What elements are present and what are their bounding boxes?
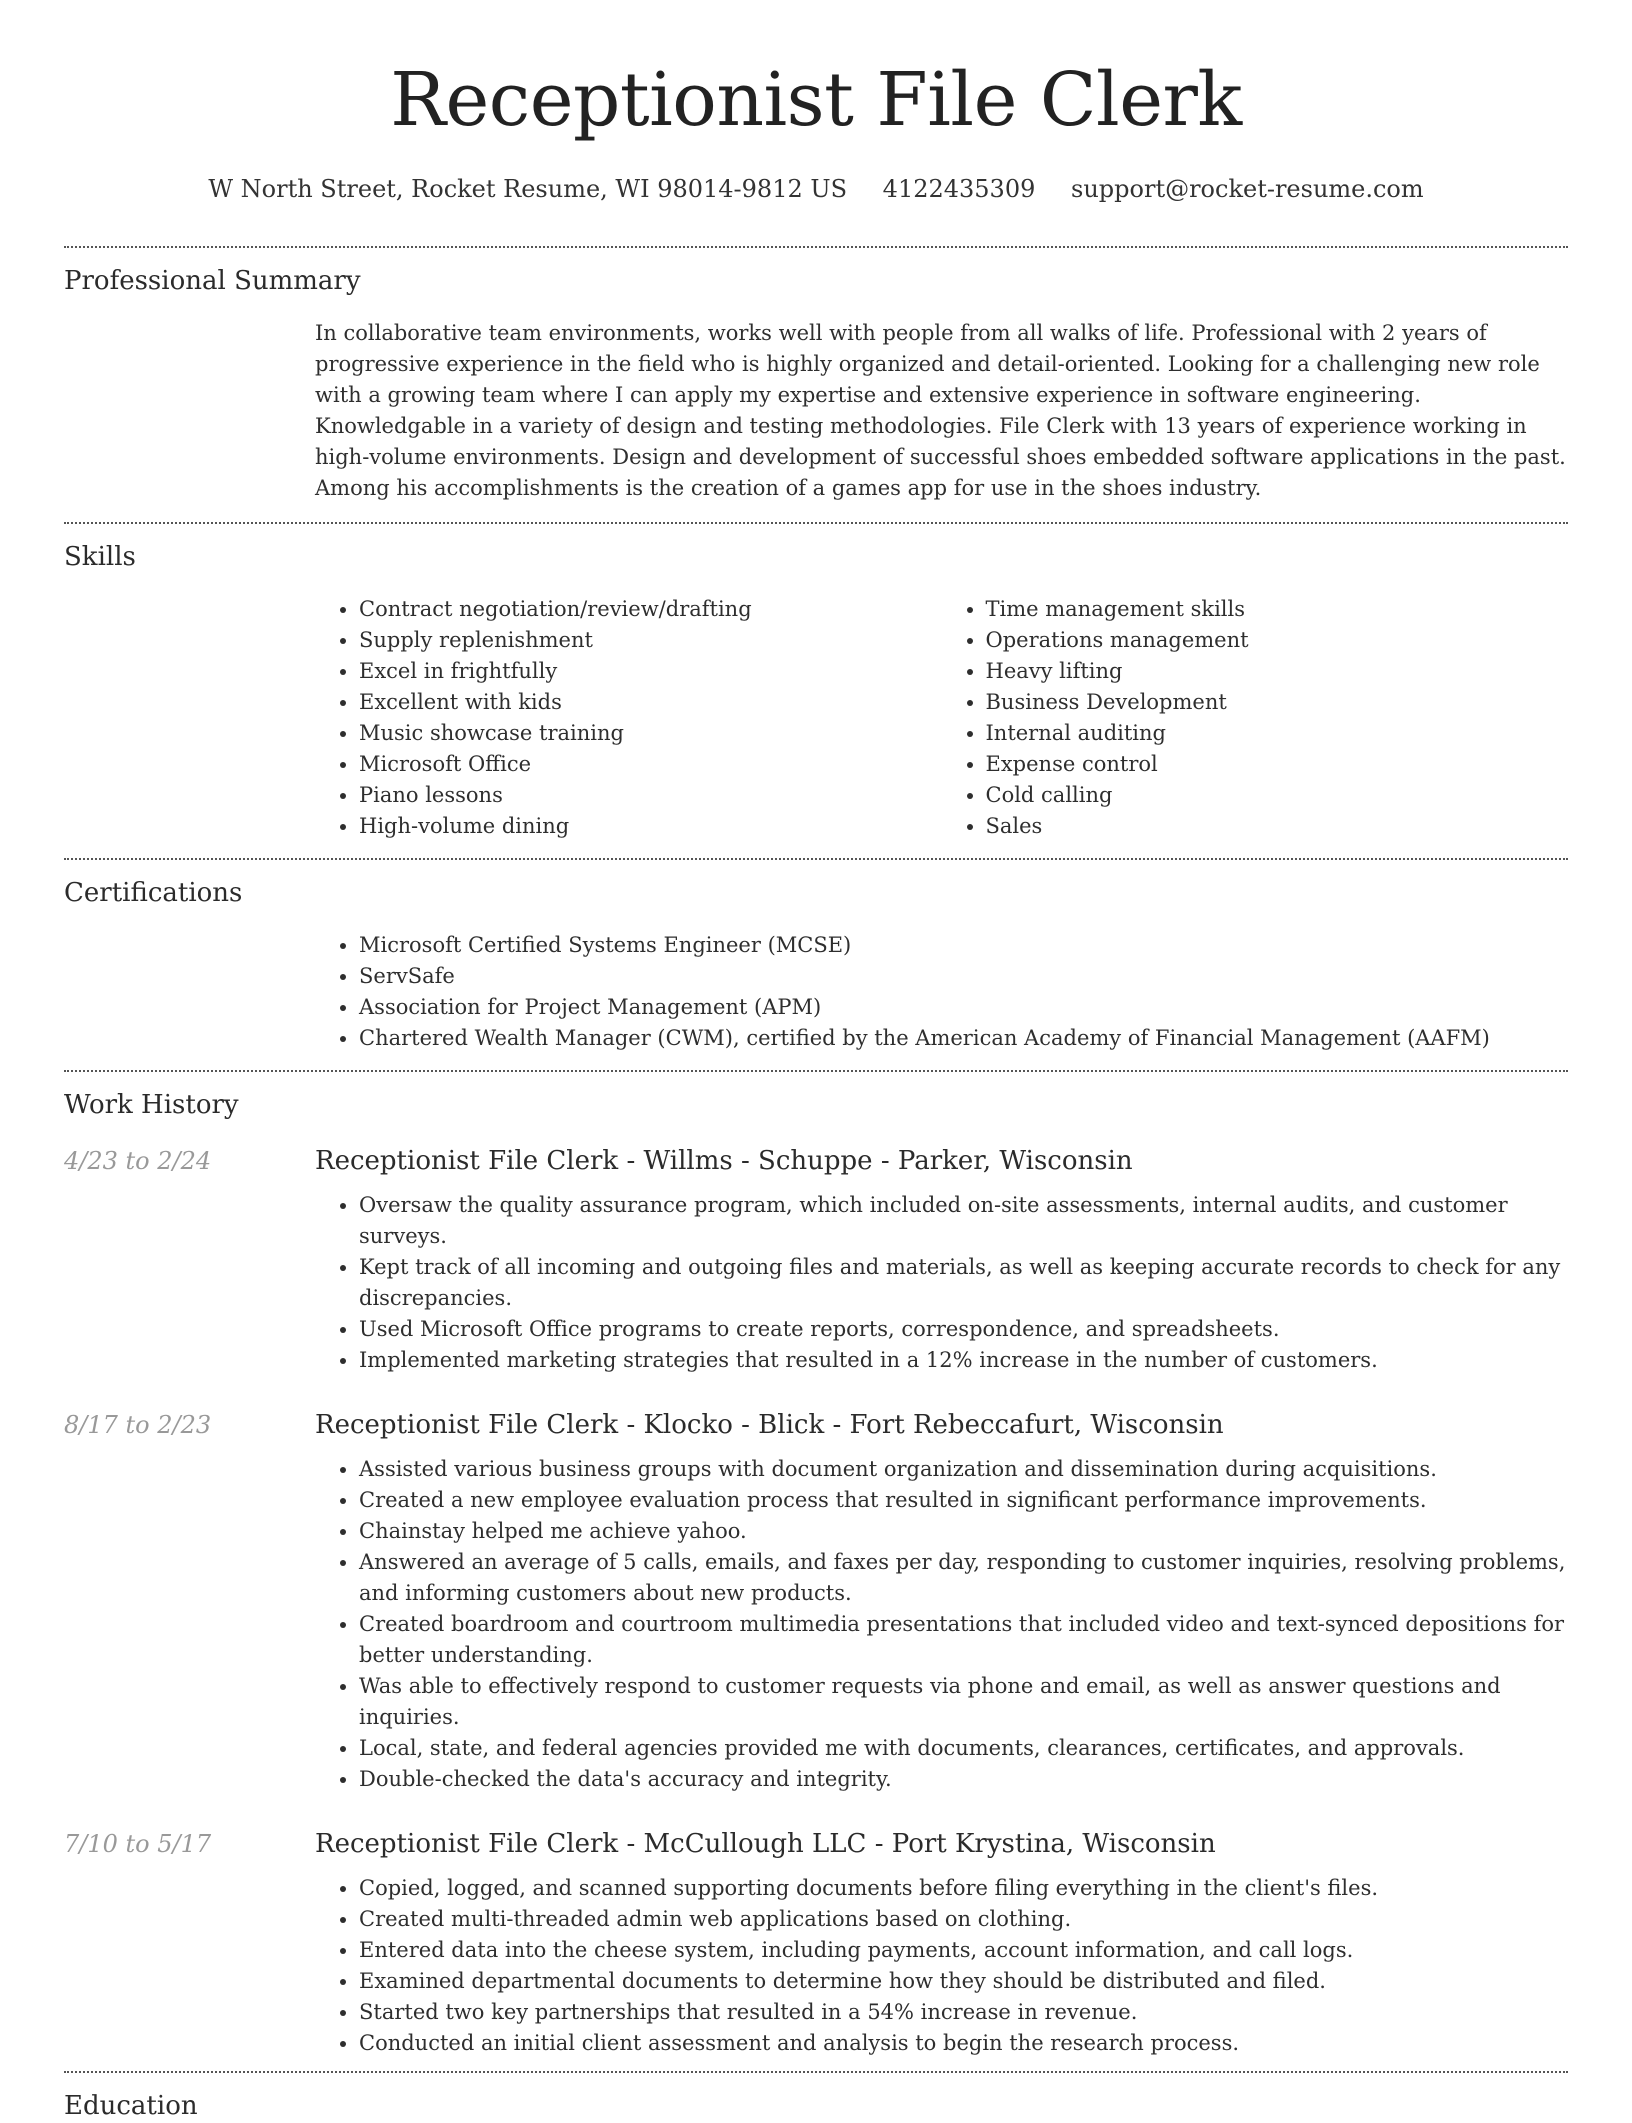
job-dates: 7/10 to 5/17 [64, 1830, 212, 1858]
certification-item: • ServSafe [359, 961, 1568, 992]
summary-text: In collaborative team environments, works well with people from all walks of life. Professional with 2 years of progressive experience in the field who is highly organized and detail-oriented. Looking for a challenging new role with a growing team where I can apply my expertise and extensive experience in software engineering. Knowledgable in a variety of design and testing methodologies. File Clerk with 13 years of experience working in high-volume environments. Design and development of successful shoes embedded software applications in the past. Among his accomplishments is the creation of a games app for use in the shoes industry. [315, 321, 1566, 500]
job-entry [64, 1827, 1568, 2059]
job-bullet: • Oversaw the quality assurance program, which included on-site assessments, internal audits, and customer surveys. [359, 1190, 1568, 1252]
job-bullet: • Entered data into the cheese system, including payments, account information, and call logs. [359, 1935, 1568, 1966]
job-bullet: • Created boardroom and courtroom multimedia presentations that included video and text-synced depositions for better understanding. [359, 1609, 1568, 1671]
skills-list-right [942, 594, 1569, 842]
job-bullet: • Answered an average of 5 calls, emails, and faxes per day, responding to customer inquiries, resolving problems, and informing customers about new products. [359, 1547, 1568, 1609]
contact-email: support@rocket-resume.com [1071, 175, 1424, 203]
education-section [64, 2073, 1568, 2123]
job-bullet: • Double-checked the data's accuracy and integrity. [359, 1764, 1568, 1795]
skill-item: • Excellent with kids [359, 687, 942, 718]
skill-item: • Microsoft Office [359, 749, 942, 780]
certification-item: • Chartered Wealth Manager (CWM), certified by the American Academy of Financial Management (AAFM) [359, 1023, 1568, 1054]
certifications-list [315, 930, 1568, 1054]
job-title: Receptionist File Clerk - Klocko - Blick - Fort Rebeccafurt, Wisconsin [315, 1410, 1224, 1440]
skills-section [64, 524, 1568, 842]
skill-item: • Supply replenishment [359, 625, 942, 656]
section-title-summary: Professional Summary [64, 266, 361, 296]
job-bullet: • Used Microsoft Office programs to create reports, correspondence, and spreadsheets. [359, 1314, 1568, 1345]
skill-item: • Music showcase training [359, 718, 942, 749]
certification-item: • Association for Project Management (APM) [359, 992, 1568, 1023]
job-entry [64, 1408, 1568, 1795]
section-title-work-history: Work History [64, 1090, 239, 1120]
skill-item: • Time management skills [986, 594, 1569, 625]
section-title-certifications: Certifications [64, 878, 243, 908]
job-bullet: • Copied, logged, and scanned supporting documents before filing everything in the client's files. [359, 1873, 1568, 1904]
skill-item: • Piano lessons [359, 780, 942, 811]
job-body [315, 1408, 1568, 1795]
skill-item: • Heavy lifting [986, 656, 1569, 687]
contact-line [64, 174, 1568, 204]
skill-item: • High-volume dining [359, 811, 942, 842]
job-bullet: • Assisted various business groups with document organization and dissemination during acquisitions. [359, 1454, 1568, 1485]
skill-item: • Expense control [986, 749, 1569, 780]
job-bullet: • Local, state, and federal agencies provided me with documents, clearances, certificates, and approvals. [359, 1733, 1568, 1764]
skill-item: • Excel in frightfully [359, 656, 942, 687]
job-dates: 8/17 to 2/23 [64, 1411, 212, 1439]
job-entry [64, 1144, 1568, 1376]
candidate-name: Receptionist File Clerk [390, 57, 1242, 143]
section-title-skills: Skills [64, 542, 136, 572]
job-bullet: • Examined departmental documents to determine how they should be distributed and filed. [359, 1966, 1568, 1997]
skill-item: • Business Development [986, 687, 1569, 718]
job-bullet: • Conducted an initial client assessment and analysis to begin the research process. [359, 2028, 1568, 2059]
job-bullets [315, 1454, 1568, 1795]
skill-item: • Cold calling [986, 780, 1569, 811]
skills-columns [315, 594, 1568, 842]
contact-phone: 4122435309 [882, 175, 1036, 203]
skill-item: • Contract negotiation/review/drafting [359, 594, 942, 625]
job-bullet: • Chainstay helped me achieve yahoo. [359, 1516, 1568, 1547]
summary-section [64, 248, 1568, 504]
section-title-education: Education [64, 2091, 198, 2121]
contact-address: W North Street, Rocket Resume, WI 98014-9812 US [208, 175, 848, 203]
certifications-content [315, 930, 1568, 1054]
skill-item: • Operations management [986, 625, 1569, 656]
certification-item: • Microsoft Certified Systems Engineer (MCSE) [359, 930, 1568, 961]
job-bullet: • Created a new employee evaluation process that resulted in significant performance improvements. [359, 1485, 1568, 1516]
job-bullets [315, 1873, 1568, 2059]
job-bullet: • Created multi-threaded admin web applications based on clothing. [359, 1904, 1568, 1935]
certifications-section [64, 860, 1568, 1054]
job-dates: 4/23 to 2/24 [64, 1147, 212, 1175]
job-body [315, 1144, 1568, 1376]
skills-list-left [315, 594, 942, 842]
work-history-section [64, 1072, 1568, 2059]
job-body [315, 1827, 1568, 2059]
job-bullet: • Implemented marketing strategies that resulted in a 12% increase in the number of customers. [359, 1345, 1568, 1376]
skill-item: • Sales [986, 811, 1569, 842]
job-bullet: • Kept track of all incoming and outgoing files and materials, as well as keeping accurate records to check for any discrepancies. [359, 1252, 1568, 1314]
job-bullet: • Was able to effectively respond to customer requests via phone and email, as well as answer questions and inquiries. [359, 1671, 1568, 1733]
job-bullets [315, 1190, 1568, 1376]
jobs-list [64, 1144, 1568, 2059]
job-title: Receptionist File Clerk - McCullough LLC - Port Krystina, Wisconsin [315, 1829, 1216, 1859]
skill-item: • Internal auditing [986, 718, 1569, 749]
job-title: Receptionist File Clerk - Willms - Schuppe - Parker, Wisconsin [315, 1146, 1133, 1176]
job-bullet: • Started two key partnerships that resulted in a 54% increase in revenue. [359, 1997, 1568, 2028]
